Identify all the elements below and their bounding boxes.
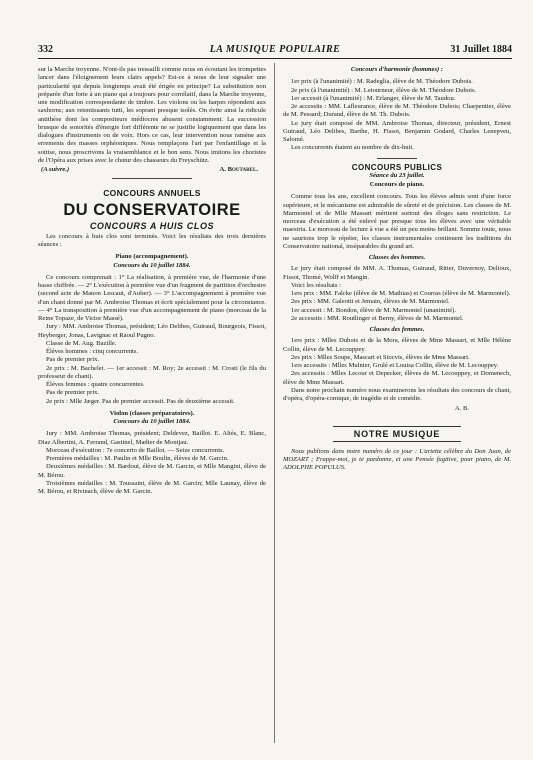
left-column <box>38 66 266 496</box>
subsection-headline: CONCOURS A HUIS CLOS <box>89 220 215 231</box>
publics-paragraph: Comme tous les ans, excellent concours. Tous les élèves admis sont d'une force supérieure, et le mécanisme est admirable de sûreté et de précision. Les classes de M. Marmontel et de Mlle Massart méritent surtout des éloges sans restriction. Le morceau d'exécution a été enlevé par presque tous les élèves avec une véritable maestria. Le morceau de lecture à vue a été un peu moins brillant. Somme toute, nous ne saurions trop le répéter, les classes instrumentales continuent les traditions du Conservatoire national, inséparables du grand art. <box>283 193 511 250</box>
result-line: Élèves hommes : cinq concurrents. <box>46 348 139 355</box>
result-line: Le jury était composé de MM. Ambroise Thomas, directeur, président, Ernest Guiraud, Léo Delibes, Barthe, H. Fissot, Benjamin Godard, Charles Lenepveu, Salomé. <box>283 119 511 143</box>
result-line: Troisièmes médailles : M. Toussaint, élève de M. Garcin; Mlle Launay, élève de M. Bérou, et Rivinach, élève de M. Garcin. <box>38 479 266 495</box>
result-line: Morceau d'exécution : 7e concerto de Baillot. — Seize concurrents. <box>46 446 225 454</box>
result-line: 2es prix : MM. Galeotti et Jemain, élèves de M. Marmontel. <box>291 298 450 306</box>
closing-paragraph: Dans notre prochain numéro nous examinerons les résultats des concours de chant, d'opéra, d'opéra-comique, de tragédie et de comédie. <box>283 386 511 402</box>
publics-seance: Séance du 23 juillet. <box>369 171 425 179</box>
result-line: Voici les résultats : <box>291 281 341 289</box>
result-line: Pas de premier prix. <box>46 389 100 397</box>
signature: A. B. <box>454 405 469 413</box>
to-be-continued: (A suivre.) <box>41 166 70 173</box>
result-line: Élèves femmes : quatre concurrentes. <box>46 381 145 388</box>
result-line: 1ers prix : Mlles Dubois et de la Mora, élèves de Mme Massart, et Mlle Hélène Collin, élève de M. Lecouppey. <box>283 337 511 353</box>
hommes-heading: Classes des hommes. <box>368 254 426 261</box>
result-line: 1ers accessits : Mlles Mulnier, Grulé et Louisa Collin, élève de M. Lecouppey. <box>291 362 499 369</box>
result-line: 2e accessits : MM. Routlinger et Berny, élèves de M. Marmontel. <box>291 314 464 322</box>
publics-heading: CONCOURS PUBLICS <box>351 162 443 172</box>
femmes-heading: Classes des femmes. <box>369 326 425 333</box>
piano-heading: Piano (accompagnement). <box>115 253 189 261</box>
header-rule <box>38 58 512 59</box>
issue-date: 31 Juillet 1884 <box>450 44 512 55</box>
section-divider <box>112 178 192 179</box>
publication-title: LA MUSIQUE POPULAIRE <box>209 44 341 55</box>
result-line: Deuxièmes médailles : M. Bardout, élève de M. Garcin, et Mlle Mangini, élève de M. Bérou. <box>38 463 266 479</box>
result-line: 2e accessits : MM. Lafleurance, élève de M. Théodore Dubois; Charpentier, élève de M. Pessard; Durand, élève de M. Th. Dubois. <box>283 103 511 119</box>
newspaper-page <box>38 44 512 744</box>
result-line: 2e prix (à l'unanimité) : M. Letourneur, élève de M. Théodore Dubois. <box>291 86 477 94</box>
result-line: Les concurrents étaient au nombre de dix-huit. <box>291 144 414 152</box>
result-line: 2es prix : Mlles Soupe, Mascart et Stocvis, élèves de Mme Massart. <box>291 353 470 361</box>
article-credit <box>38 166 266 174</box>
piano-date: Concours du 10 juillet 1884. <box>113 261 191 269</box>
violon-heading: Violon (classes préparatoires). <box>109 409 195 417</box>
result-line: 2es accessits : Mlles Lecour et Depecker, élèves de M. Lecouppey, et Domenech, élève de Mme Massart. <box>283 370 511 386</box>
result-line: 1er prix (à l'unanimité) : M. Radeglia, élève de M. Théodore Dubois. <box>291 78 473 86</box>
result-line: Le jury était composé de MM. A. Thomas, Guiraud, Ritter, Duvernoy, Delioux, Fissot, Thomé, Wolff et Mangin. <box>283 265 511 281</box>
section-divider <box>377 158 417 159</box>
notre-musique-text: Nous publions dans notre numéro de ce jour : L'ariette célèbre du Don Juan, de MOZART ; Frappe-moi, je te pardonne, et une Pensée fugitive, pour piano, de M. ADOLPHE POPULUS. <box>283 447 511 472</box>
column-divider <box>274 63 275 743</box>
section-kicker: CONCOURS ANNUELS <box>103 188 201 199</box>
result-line: Pas de premier prix. <box>46 356 100 364</box>
result-line: 2e prix : M. Bachelet. — 1er accessit : M. Roy; 2e accessit : M. Crosti (le fils du professeur de chant). <box>38 364 266 380</box>
article-paragraph: sur la Marche troyenne. N'ont-ils pas tressailli comme nous en écoutant les trompettes lancer dans l'éloignement leurs clairs appels? Est-ce à nous de leur signaler une particularité qui depuis longtemps avait été érigée en principe? La substitution non préparée d'un forte à un piano qui a toujours pour corrélatif, dans la Marche troyenne, une modification correspondante de timbre. Les violons ou les harpes répondent aux saxhorns; aux retentissants tutti, les soprani presque isolés. On évite ainsi la ridicule antithèse dont les compositeurs médiocres abusent constamment. La succession brusque de sonorités d'énergie fort différente ne se justifie logiquement que dans les dialogues d'instruments ou de voix. Hors ce cas, leur intervention nous ramène aux errements des masses orphéoniques. Nous remplaçons l'art par l'enfantillage et la sottise, nous proscrivons la vraisemblance et le bon sens. Nous imitons les choristes de l'Opéra aux prises avec le chœur des chasseurs du Freyschütz. <box>38 66 266 164</box>
result-line: 2e prix : Mlle Jæger. Pas de premier accessit. Pas de deuxième accessit. <box>46 397 235 405</box>
piano-paragraph: Ce concours comprenait : 1° La réalisation, à première vue, de l'harmonie d'une basse chiffrée. — 2° L'exécution à première vue d'un fragment de partition d'orchestre (second acte de Manon Lescaut, d'Auber). — 3° L'accompagnement à première vue d'un chant donné par M. Ambroise Thomas et écrit spécialement pour la circonstance. — 4° La transposition à première vue d'un accompagnement de piano (morceau de la Reine Topaze, de Victor Massé). <box>38 273 266 322</box>
author-signature: A. Boutarel. <box>219 166 258 173</box>
harmonie-heading: Concours d'harmonie (hommes) : <box>350 66 444 73</box>
page-number: 332 <box>38 44 53 55</box>
violon-date: Concours du 10 juillet 1884. <box>113 418 191 425</box>
result-line: Premières médailles : M. Paulin et Mlle Boulin, élèves de M. Garcin. <box>46 455 229 462</box>
result-line: Classe de M. Aug. Bazille. <box>46 339 117 347</box>
intro-paragraph: Les concours à huis clos sont terminés. Voici les résultats des trois dernières séances : <box>38 232 266 248</box>
piano-jury: Jury : MM. Ambroise Thomas, président; Léo Delibes, Guiraud, Bourgeois, Fissot, Heyberger, Jonas, Lavignac et Raoul Pugno. <box>38 323 266 339</box>
result-line: Jury : MM. Ambroise Thomas, président; Deldevez, Baillot. E. Altès, E. Blanc, Diaz Albertini, A. Ferrand, Gastinel, Madier de Montjau. <box>38 430 266 446</box>
publics-piano: Concours de piano. <box>369 181 425 188</box>
section-headline: DU CONSERVATOIRE <box>63 200 241 219</box>
result-line: 1er accessit (à l'unanimité) : M. Erlanger, élève de M. Taudou. <box>291 94 456 102</box>
right-column <box>283 66 511 473</box>
result-line: 1er accessit : M. Bondon, élève de M. Marmontel (unanimité). <box>291 306 456 314</box>
notre-musique-heading: NOTRE MUSIQUE <box>333 426 461 442</box>
result-line: 1ers prix : MM. Falcke (élève de M. Mathias) et Courras (élève de M. Marmontel). <box>291 290 511 297</box>
